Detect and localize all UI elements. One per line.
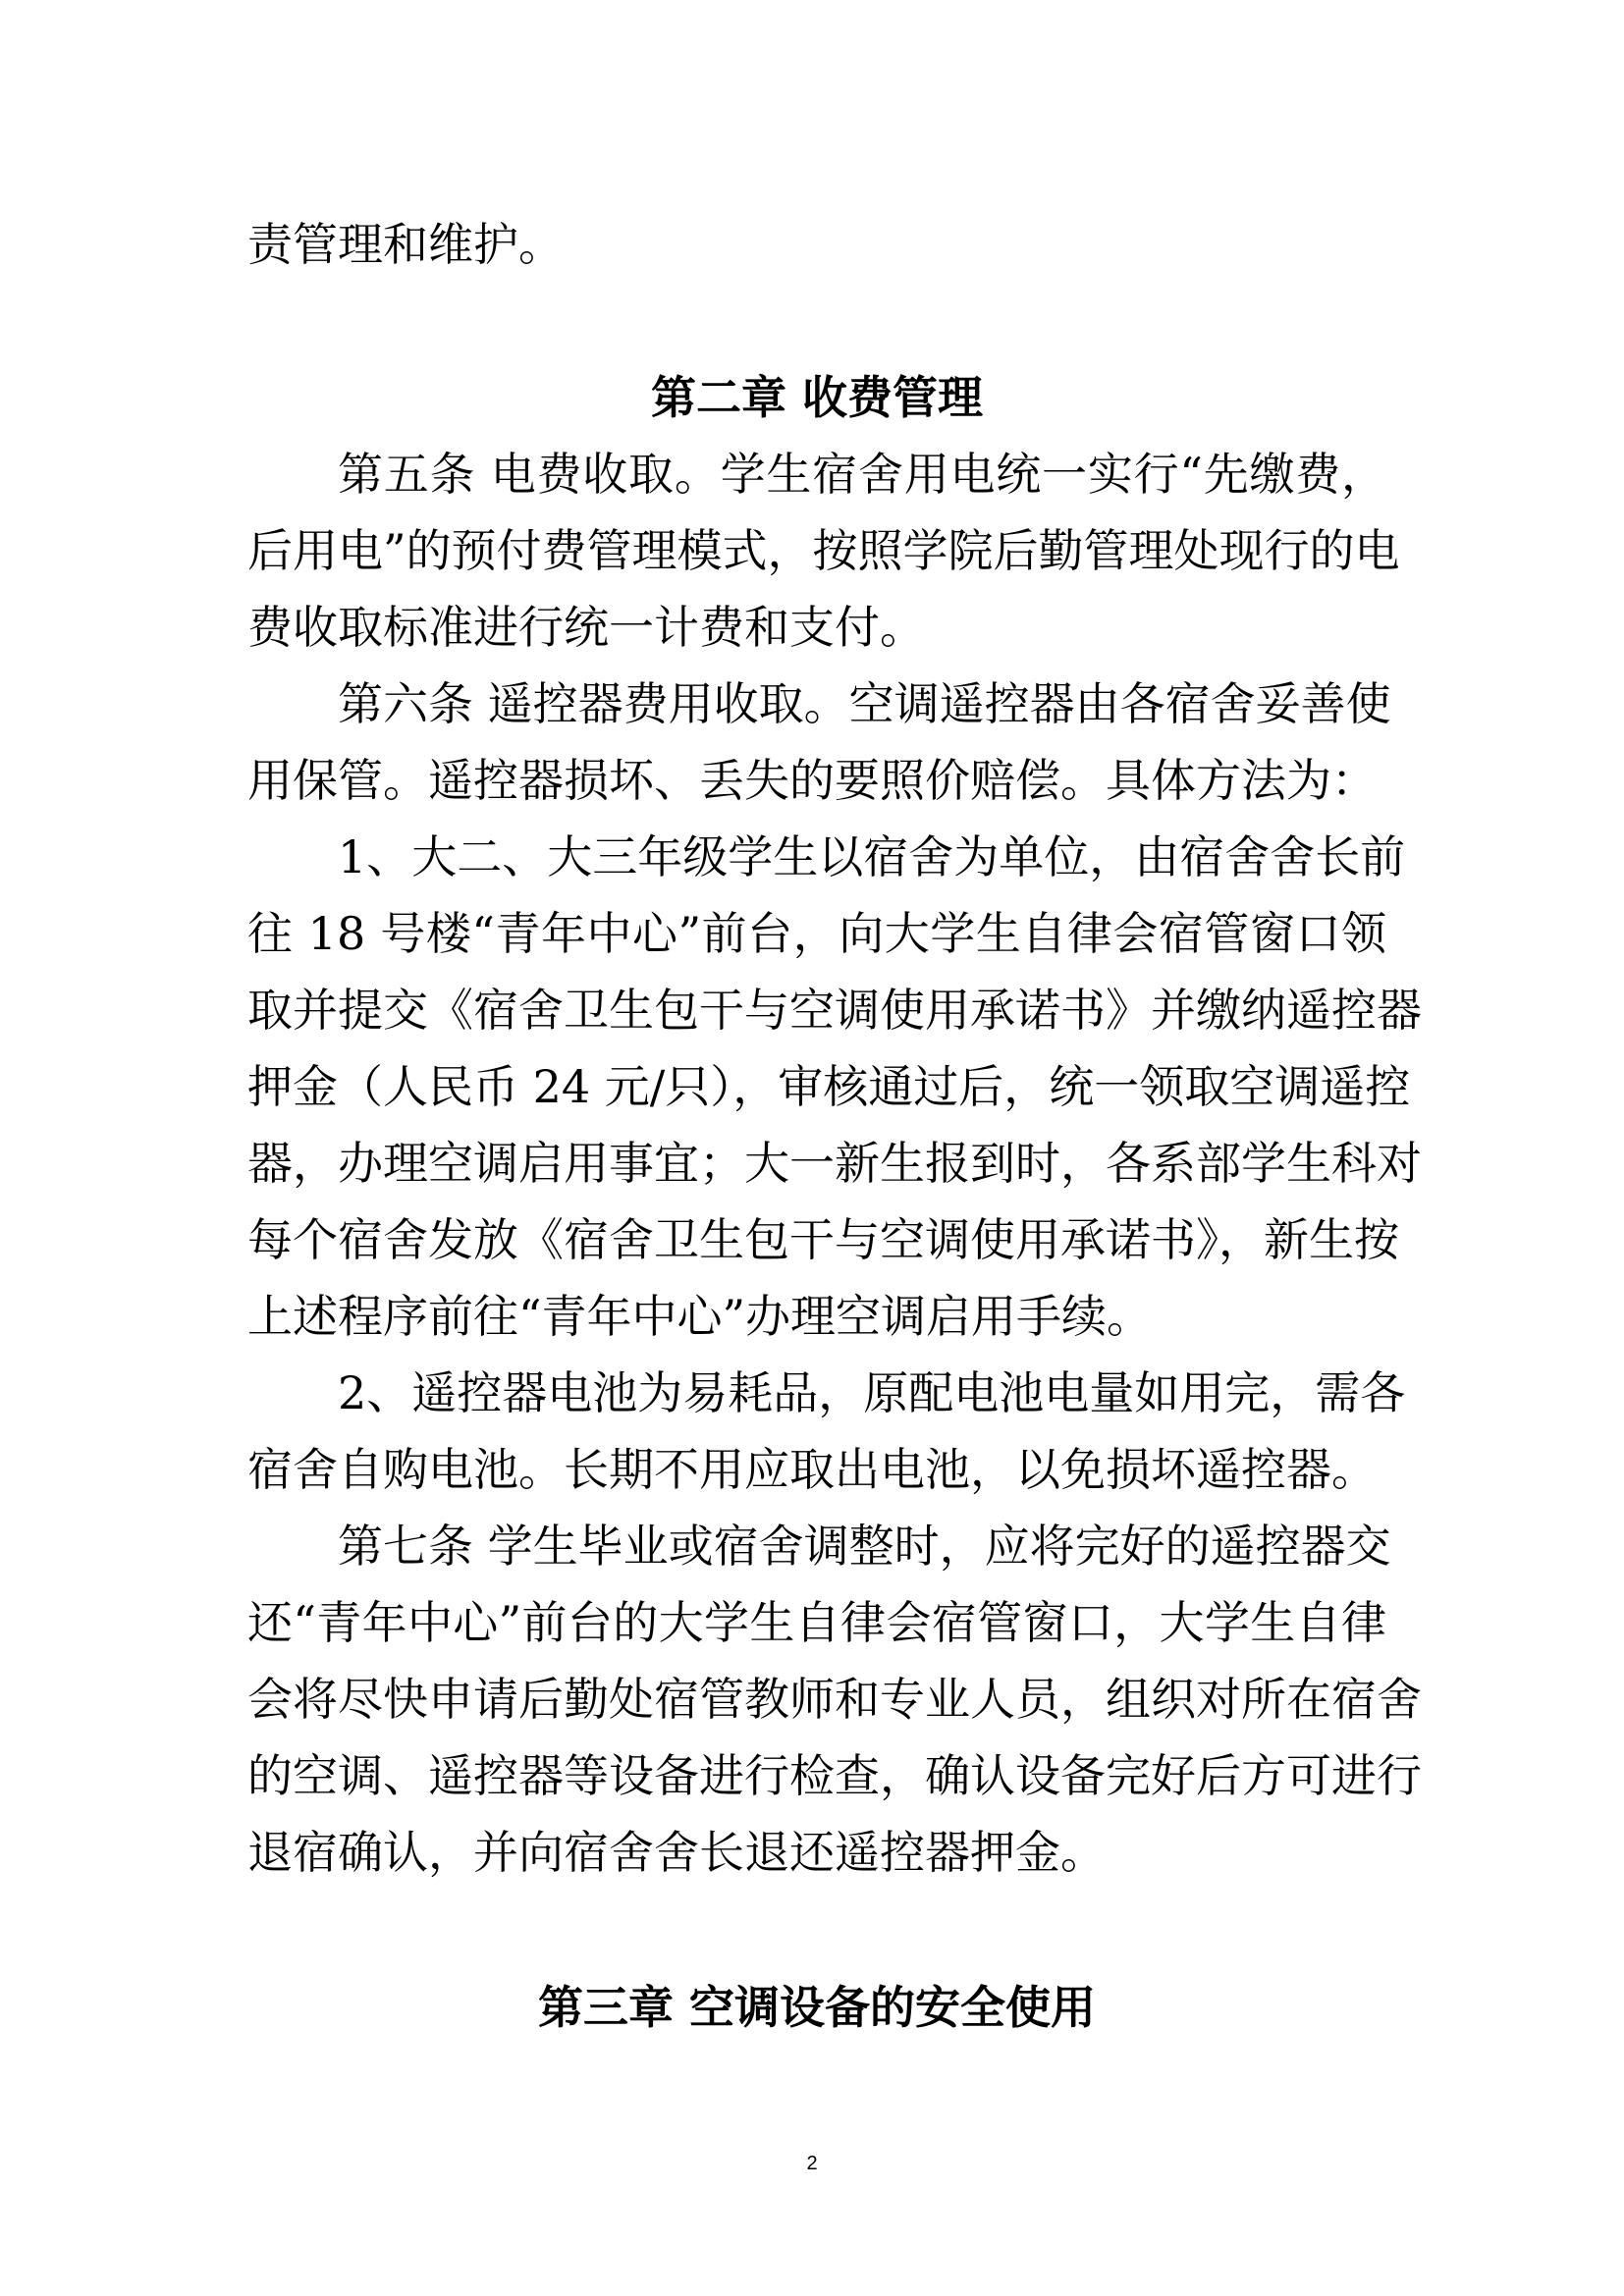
item-2-line: 2、遥控器电池为易耗品，原配电池电量如用完，需各 <box>338 1366 1406 1419</box>
chapter-2-title: 第二章 收费管理 <box>650 371 983 424</box>
item-1-line: 1、大二、大三年级学生以宿舍为单位，由宿舍舍长前 <box>338 830 1406 883</box>
chapter-3-title: 第三章 空调设备的安全使用 <box>537 1981 1096 2034</box>
item-1-line: 每个宿舍发放《宿舍卫生包干与空调使用承诺书》，新生按 <box>247 1213 1399 1266</box>
article-7-line: 退宿确认，并向宿舍舍长退还遥控器押金。 <box>247 1826 1106 1879</box>
article-7-line: 会将尽快申请后勤处宿管教师和专业人员，组织对所在宿舍 <box>247 1673 1422 1726</box>
article-5-line: 第五条 电费收取。学生宿舍用电统一实行“先缴费， <box>338 448 1386 501</box>
page-number: 2 <box>806 2153 818 2174</box>
article-6-line: 用保管。遥控器损坏、丢失的要照价赔偿。具体方法为： <box>247 754 1377 807</box>
item-1-line: 器，办理空调启用事宜；大一新生报到时，各系部学生科对 <box>247 1137 1422 1190</box>
article-7-line: 的空调、遥控器等设备进行检查，确认设备完好后方可进行 <box>247 1749 1422 1802</box>
article-5-line: 后用电”的预付费管理模式，按照学院后勤管理处现行的电 <box>247 524 1400 577</box>
article-7-line: 还“青年中心”前台的大学生自律会宿管窗口，大学生自律 <box>247 1596 1386 1649</box>
item-2-line: 宿舍自购电池。长期不用应取出电池，以免损坏遥控器。 <box>247 1443 1377 1496</box>
item-1-line: 押金（人民币 24 元/只），审核通过后，统一领取空调遥控 <box>247 1060 1411 1113</box>
article-5-line: 费收取标准进行统一计费和支付。 <box>247 601 925 654</box>
article-7-line: 第七条 学生毕业或宿舍调整时，应将完好的遥控器交 <box>338 1520 1391 1573</box>
item-1-line: 取并提交《宿舍卫生包干与空调使用承诺书》并缴纳遥控器 <box>247 984 1422 1037</box>
item-1-line: 往 18 号楼“青年中心”前台，向大学生自律会宿管窗口领 <box>247 907 1386 960</box>
paragraph-line: 责管理和维护。 <box>247 218 564 271</box>
article-6-line: 第六条 遥控器费用收取。空调遥控器由各宿舍妥善使 <box>338 677 1391 730</box>
item-1-line: 上述程序前往“青年中心”办理空调启用手续。 <box>247 1290 1153 1343</box>
